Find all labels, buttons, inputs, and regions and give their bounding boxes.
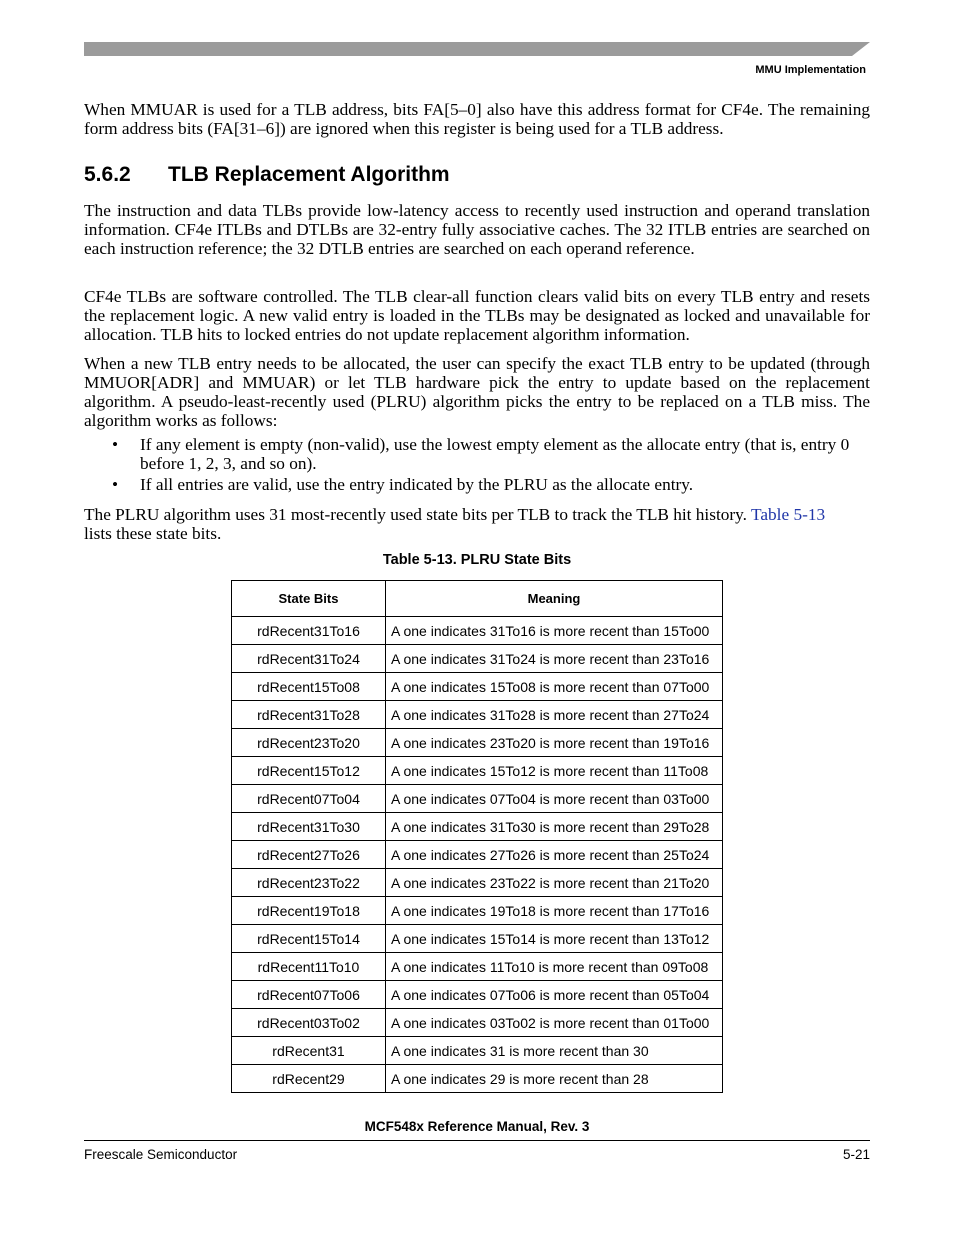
table-row: [232, 1037, 723, 1065]
table-row: [232, 785, 723, 813]
table-row: [232, 617, 723, 645]
footer-page-number: 5-21: [842, 1147, 870, 1162]
paragraph-1-text: When MMUAR is used for a TLB address, bits FA[5–0] also have this address format for CF4e. The remaining form address bits (FA[31–6]) are ignored when this register is being used for a TLB address.: [84, 100, 870, 138]
state-bits-cell: rdRecent15To08: [232, 673, 386, 701]
meaning-cell: A one indicates 07To04 is more recent than 03To00: [386, 785, 723, 813]
bullet-icon: •: [112, 475, 119, 494]
state-bits-cell: rdRecent23To22: [232, 869, 386, 897]
meaning-cell: A one indicates 31To30 is more recent than 29To28: [386, 813, 723, 841]
paragraph-2-text: The instruction and data TLBs provide low-latency access to recently used instruction and operand translation information. CF4e ITLBs and DTLBs are 32-entry fully associative caches. The 32 ITLB entries are searched on each instruction reference; the 32 DTLB entries are searched on each operand reference.: [84, 201, 870, 258]
paragraph-5-end: lists these state bits.: [84, 524, 222, 543]
paragraph-3-text: CF4e TLBs are software controlled. The TLB clear-all function clears valid bits on every TLB entry and resets the replacement logic. A new valid entry is loaded in the TLBs may be designated as locked and unavailable for allocation. TLB hits to locked entries do not update replacement algorithm information.: [84, 287, 870, 344]
state-bits-cell: rdRecent29: [232, 1065, 386, 1093]
table-row: [232, 841, 723, 869]
table-row: [232, 813, 723, 841]
table-row: [232, 673, 723, 701]
meaning-cell: A one indicates 15To08 is more recent than 07To00: [386, 673, 723, 701]
table-row: [232, 645, 723, 673]
footer-company: Freescale Semiconductor: [84, 1147, 238, 1162]
table-row: [232, 729, 723, 757]
state-bits-cell: rdRecent31: [232, 1037, 386, 1065]
table-row: [232, 757, 723, 785]
meaning-cell: A one indicates 23To20 is more recent than 19To16: [386, 729, 723, 757]
bullet-item: [84, 435, 870, 473]
paragraph-2: [84, 201, 870, 258]
state-bits-cell: rdRecent31To30: [232, 813, 386, 841]
meaning-cell: A one indicates 11To10 is more recent than 09To08: [386, 953, 723, 981]
paragraph-4: [84, 354, 870, 430]
header-bar-fill: [84, 42, 870, 56]
paragraph-3: [84, 287, 870, 344]
paragraph-4-text: When a new TLB entry needs to be allocated, the user can specify the exact TLB entry to be updated (through MMUOR[ADR] and MMUAR) or let TLB hardware pick the entry to update based on the replacement algorithm. A pseudo-least-recently used (PLRU) algorithm picks the entry to be replaced on a TLB miss. The algorithm works as follows:: [84, 354, 870, 430]
paragraph-1: [84, 100, 870, 138]
table-reference-link[interactable]: Table 5-13: [751, 505, 826, 524]
table-row: [232, 981, 723, 1009]
footer-manual-title: MCF548x Reference Manual, Rev. 3: [364, 1119, 590, 1134]
state-bits-cell: rdRecent03To02: [232, 1009, 386, 1037]
bullet-text: If all entries are valid, use the entry indicated by the PLRU as the allocate entry.: [140, 475, 694, 494]
column-header-meaning: Meaning: [386, 581, 723, 617]
meaning-cell: A one indicates 31To28 is more recent than 27To24: [386, 701, 723, 729]
table-row: [232, 869, 723, 897]
paragraph-5-text: [84, 505, 870, 543]
bullet-item: [84, 475, 870, 494]
header-bar: [84, 42, 870, 56]
bullet-text: If any element is empty (non-valid), use the lowest empty element as the allocate entry (that is, entry 0 before 1, 2, 3, and so on).: [140, 435, 850, 473]
meaning-cell: A one indicates 03To02 is more recent than 01To00: [386, 1009, 723, 1037]
table-row: [232, 1065, 723, 1093]
state-bits-cell: rdRecent31To28: [232, 701, 386, 729]
state-bits-cell: rdRecent11To10: [232, 953, 386, 981]
table-row: [232, 897, 723, 925]
plru-state-bits-table: [231, 580, 723, 1093]
section-number: 5.6.2: [84, 163, 131, 186]
table-row: [232, 925, 723, 953]
table-row: [232, 1009, 723, 1037]
bullet-list: [84, 435, 870, 496]
state-bits-cell: rdRecent07To06: [232, 981, 386, 1009]
state-bits-cell: rdRecent31To24: [232, 645, 386, 673]
meaning-cell: A one indicates 27To26 is more recent than 25To24: [386, 841, 723, 869]
paragraph-5-start: The PLRU algorithm uses 31 most-recently used state bits per TLB to track the TLB hit history.: [84, 505, 751, 524]
meaning-cell: A one indicates 31To16 is more recent than 15To00: [386, 617, 723, 645]
state-bits-cell: rdRecent31To16: [232, 617, 386, 645]
column-header-state-bits: State Bits: [232, 581, 386, 617]
state-bits-cell: rdRecent23To20: [232, 729, 386, 757]
table-row: [232, 701, 723, 729]
state-bits-cell: rdRecent15To14: [232, 925, 386, 953]
meaning-cell: A one indicates 15To12 is more recent than 11To08: [386, 757, 723, 785]
paragraph-5: [84, 505, 870, 543]
running-head: MMU Implementation: [755, 64, 866, 76]
state-bits-cell: rdRecent27To26: [232, 841, 386, 869]
state-bits-cell: rdRecent19To18: [232, 897, 386, 925]
meaning-cell: A one indicates 31 is more recent than 30: [386, 1037, 723, 1065]
bullet-icon: •: [112, 435, 119, 454]
table-caption: Table 5-13. PLRU State Bits: [382, 552, 572, 568]
meaning-cell: A one indicates 15To14 is more recent than 13To12: [386, 925, 723, 953]
meaning-cell: A one indicates 07To06 is more recent than 05To04: [386, 981, 723, 1009]
section-title: TLB Replacement Algorithm: [168, 163, 450, 186]
footer-divider: [84, 1140, 870, 1141]
meaning-cell: A one indicates 29 is more recent than 28: [386, 1065, 723, 1093]
section-heading: [84, 163, 450, 187]
table-header-row: [232, 581, 723, 617]
meaning-cell: A one indicates 19To18 is more recent than 17To16: [386, 897, 723, 925]
meaning-cell: A one indicates 31To24 is more recent than 23To16: [386, 645, 723, 673]
state-bits-cell: rdRecent15To12: [232, 757, 386, 785]
table-row: [232, 953, 723, 981]
state-bits-cell: rdRecent07To04: [232, 785, 386, 813]
header-bar-shape: [84, 42, 870, 56]
meaning-cell: A one indicates 23To22 is more recent than 21To20: [386, 869, 723, 897]
